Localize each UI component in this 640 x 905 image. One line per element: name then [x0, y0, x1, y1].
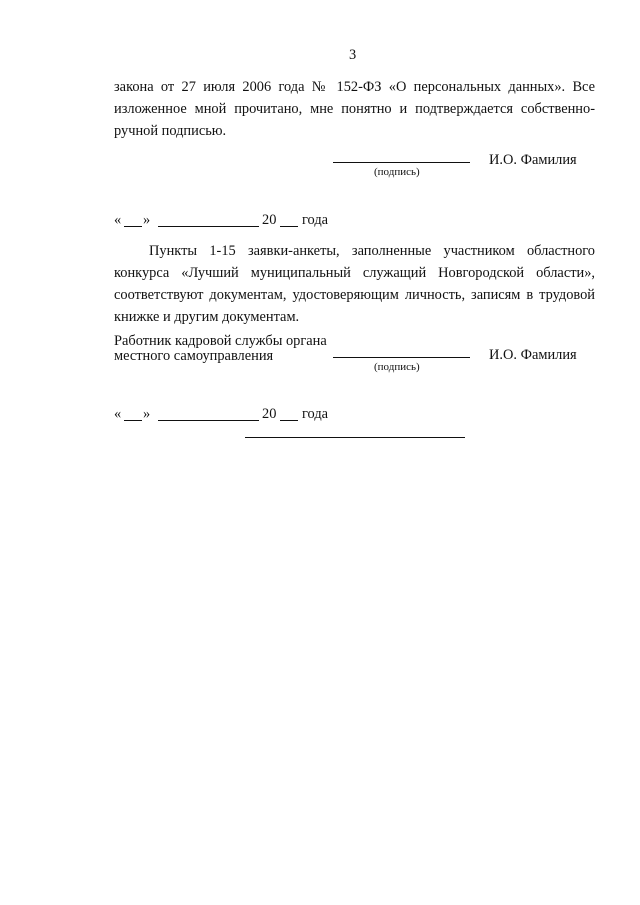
consent-line-1: закона от 27 июля 2006 года № 152-ФЗ «О персональных данных». Все: [114, 79, 595, 95]
hr-signature-line: [333, 357, 470, 358]
consent-line-2: изложенное мной прочитано, мне понятно и подтверждается собственно-: [114, 101, 595, 117]
signature-line: [333, 162, 470, 163]
date-day-blank: [124, 226, 142, 227]
date2-day-blank: [124, 420, 142, 421]
consent-line-3: ручной подписью.: [114, 123, 227, 139]
page-number: 3: [349, 47, 357, 63]
date-close-quote: »: [143, 212, 151, 228]
date2-year-word: года: [302, 406, 329, 422]
signature-caption: (подпись): [374, 166, 420, 178]
date-year-word: года: [302, 212, 329, 228]
confirmation-line-1: Пункты 1-15 заявки-анкеты, заполненные участником областного: [149, 243, 595, 259]
date2-open-quote: «: [114, 406, 122, 422]
hr-officer-title-line-1: Работник кадровой службы органа: [114, 333, 327, 349]
date-open-quote: «: [114, 212, 122, 228]
date-month-blank: [158, 226, 259, 227]
hr-signature-caption: (подпись): [374, 361, 420, 373]
date2-close-quote: »: [143, 406, 151, 422]
hr-officer-title-line-2: местного самоуправления: [114, 348, 274, 364]
date2-month-blank: [158, 420, 259, 421]
closing-separator: [245, 437, 465, 438]
signatory-name: И.О. Фамилия: [489, 152, 577, 168]
date2-year-prefix: 20: [262, 406, 277, 422]
confirmation-line-2: конкурса «Лучший муниципальный служащий Новгородской области»,: [114, 265, 595, 281]
date-year-prefix: 20: [262, 212, 277, 228]
date2-year-blank: [280, 420, 298, 421]
confirmation-line-3: соответствуют документам, удостоверяющим личность, записям в трудовой: [114, 287, 595, 303]
hr-signatory-name: И.О. Фамилия: [489, 347, 577, 363]
confirmation-line-4: книжке и другим документам.: [114, 309, 300, 325]
date-year-blank: [280, 226, 298, 227]
